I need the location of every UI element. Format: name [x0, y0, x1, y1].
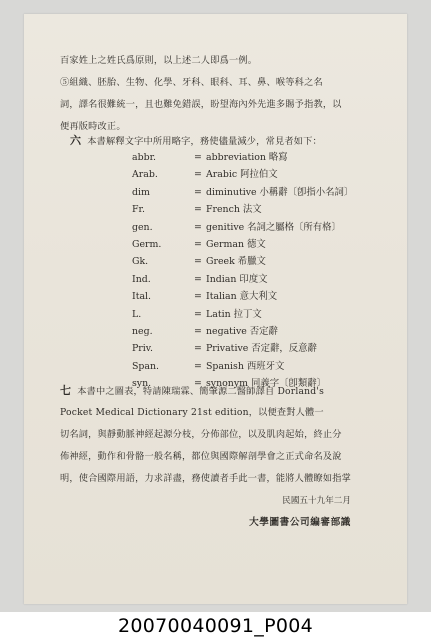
abbreviation-definition: Spanish 西班牙文	[206, 360, 285, 372]
abbreviation-key: Ind.	[132, 273, 151, 285]
intro-line-3: 詞，譯名很難統一，且也難免錯誤，盼望海內外先進多賜予指教，以	[60, 99, 342, 110]
abbreviation-key: Priv.	[132, 343, 153, 355]
abbreviation-key: Germ.	[132, 238, 162, 250]
abbreviation-key: neg.	[132, 325, 153, 337]
abbreviation-definition: diminutive 小稱辭〔卽指小名詞〕	[206, 186, 354, 198]
abbreviation-definition: German 德文	[206, 238, 266, 250]
image-caption: 20070040091_P004	[118, 615, 313, 637]
section-7-line-5: 明，使合國際用語，力求詳盡，務使讀者手此一書，能將人體瞭如指掌	[60, 473, 352, 484]
abbreviation-row	[132, 306, 353, 323]
intro-line-1: 百家姓上之姓氏爲原則，以上述二人即爲一例。	[60, 55, 258, 66]
abbreviation-definition: Indian 印度文	[206, 273, 268, 285]
section-7-line-2: Pocket Medical Dictionary 21st edition，以便查對人體一	[60, 407, 324, 418]
abbreviation-key: Span.	[132, 360, 160, 372]
abbreviation-row	[132, 236, 353, 253]
intro-line-4: 便再版時改正。	[60, 121, 126, 132]
document-page	[24, 14, 407, 604]
abbreviation-list	[132, 149, 353, 392]
abbreviation-row	[132, 323, 353, 340]
abbreviation-key: gen.	[132, 221, 153, 233]
footer-date: 民國五十九年二月	[282, 496, 351, 506]
equals-sign: =	[194, 256, 202, 268]
equals-sign: =	[194, 360, 202, 372]
abbreviation-row	[132, 219, 353, 236]
abbreviation-key: syn.	[132, 378, 152, 390]
abbreviation-row	[132, 166, 353, 183]
section-7-number: 七	[60, 384, 72, 397]
abbreviation-definition: genitive 名詞之屬格〔所有格〕	[206, 221, 341, 233]
abbreviation-key: dim	[132, 186, 150, 198]
equals-sign: =	[194, 343, 202, 355]
abbreviation-definition: French 法文	[206, 204, 262, 216]
intro-line-2: ⑤組織、胚胎、生物、化學、牙科、眼科、耳、鼻、喉等科之名	[60, 77, 323, 88]
abbreviation-key: Gk.	[132, 256, 149, 268]
abbreviation-definition: Arabic 阿拉伯文	[206, 169, 278, 181]
abbreviation-row	[132, 358, 353, 375]
section-7-line-4: 佈神經，動作和骨骼一般名稱，都位與國際解剖學會之正式命名及說	[60, 451, 342, 462]
abbreviation-row	[132, 288, 353, 305]
equals-sign: =	[194, 308, 202, 320]
abbreviation-row	[132, 340, 353, 357]
abbreviation-key: L.	[132, 308, 142, 320]
equals-sign: =	[194, 273, 202, 285]
abbreviation-definition: Greek 希臘文	[206, 256, 266, 268]
abbreviation-row	[132, 253, 353, 270]
equals-sign: =	[194, 238, 202, 250]
abbreviation-key: abbr.	[132, 152, 157, 163]
equals-sign: =	[194, 325, 202, 337]
abbreviation-definition: Italian 意大利文	[206, 291, 278, 303]
abbreviation-definition: Privative 否定辭，反意辭	[206, 343, 317, 355]
abbreviation-key: Fr.	[132, 204, 145, 216]
footer-publisher: 大學圖書公司編審部識	[249, 517, 351, 528]
section-7-line-3: 切名詞，與靜動脈神經起源分枝，分佈部位，以及肌肉起始，終止分	[60, 429, 342, 440]
section-7-line-1	[60, 382, 324, 398]
section-7-text: 本書中之圖表，特請陳瑞霖、簡肇源二醫師譯自 Dorland's	[77, 386, 325, 397]
abbreviation-key: Ital.	[132, 291, 152, 303]
equals-sign: =	[194, 378, 202, 390]
equals-sign: =	[194, 152, 202, 163]
abbreviation-row	[132, 201, 353, 218]
abbreviation-row	[132, 149, 353, 166]
abbreviation-definition: synonym 同義字〔卽類辭〕	[206, 378, 326, 390]
section-6-number: 六	[70, 134, 82, 147]
abbreviation-definition: negative 否定辭	[206, 325, 278, 337]
abbreviation-definition: Latin 拉丁文	[206, 308, 262, 320]
abbreviation-definition: abbreviation 略寫	[206, 152, 288, 163]
abbreviation-row	[132, 184, 353, 201]
section-6-text: 本書解釋文字中所用略字，務使儘量減少，常見者如下：	[87, 136, 322, 147]
equals-sign: =	[194, 204, 202, 216]
equals-sign: =	[194, 291, 202, 303]
equals-sign: =	[194, 186, 202, 198]
abbreviation-key: Arab.	[132, 169, 158, 181]
abbreviation-row	[132, 271, 353, 288]
equals-sign: =	[194, 221, 202, 233]
section-6-heading	[70, 132, 322, 148]
equals-sign: =	[194, 169, 202, 181]
